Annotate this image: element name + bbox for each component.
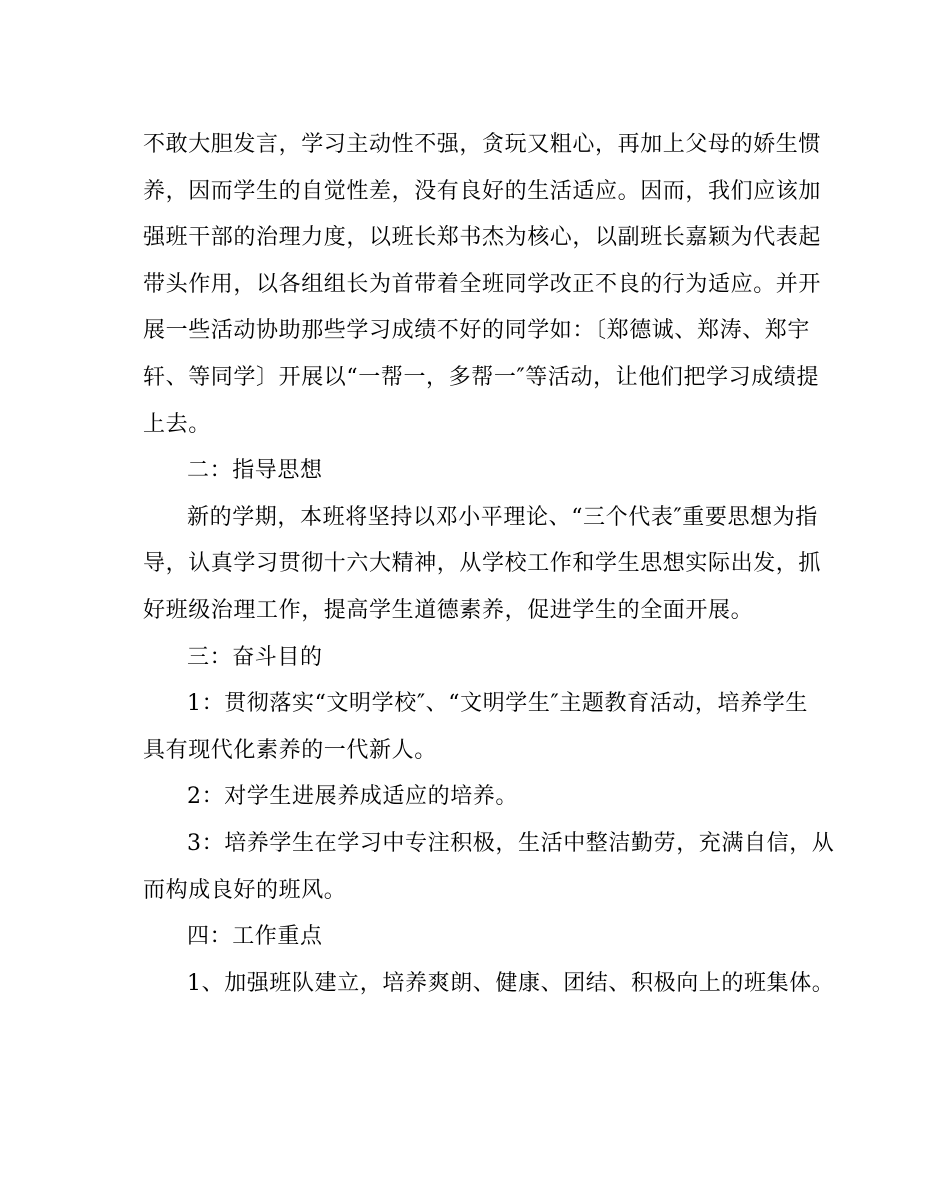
text-line: 好班级治理工作，提高学生道德素养，促进学生的全面开展。 [143,597,754,623]
text-line: 带头作用，以各组组长为首带着全班同学改正不良的行为适应。并开 [143,271,822,297]
text-line: 轩、等同学〕开展以“一帮一，多帮一″等活动，让他们把学习成绩提 [143,364,820,390]
list-item: 1：贯彻落实“文明学校″、“文明学生″主题教育活动，培养学生 [187,691,808,717]
list-item: 1、加强班队建立，培养爽朗、健康、团结、积极向上的班集体。 [187,970,835,996]
document-body [143,122,835,1007]
list-item: 3：培养学生在学习中专注积极，生活中整洁勤劳，充满自信，从 [187,830,835,856]
section-heading: 二：指导思想 [187,458,323,484]
text-line: 展一些活动协助那些学习成绩不好的同学如：〔郑德诚、郑涛、郑宇 [143,318,811,344]
text-line: 上去。 [143,411,211,437]
section-heading: 四：工作重点 [187,924,323,950]
text-line: 养，因而学生的自觉性差，没有良好的生活适应。因而，我们应该加 [143,178,822,204]
text-line: 不敢大胆发言，学习主动性不强，贪玩又粗心，再加上父母的娇生惯 [143,132,822,157]
text-line: 具有现代化素养的一代新人。 [143,737,437,763]
text-line: 而构成良好的班风。 [143,877,347,903]
text-line: 导，认真学习贯彻十六大精神，从学校工作和学生思想实际出发，抓 [143,551,822,577]
section-heading: 三：奋斗目的 [187,644,323,670]
list-item: 2：对学生进展养成适应的培养。 [187,784,518,810]
text-line: 强班干部的治理力度，以班长郑书杰为核心，以副班长嘉颖为代表起 [143,225,822,251]
text-line: 新的学期，本班将坚持以邓小平理论、“三个代表″重要思想为指 [187,504,818,530]
